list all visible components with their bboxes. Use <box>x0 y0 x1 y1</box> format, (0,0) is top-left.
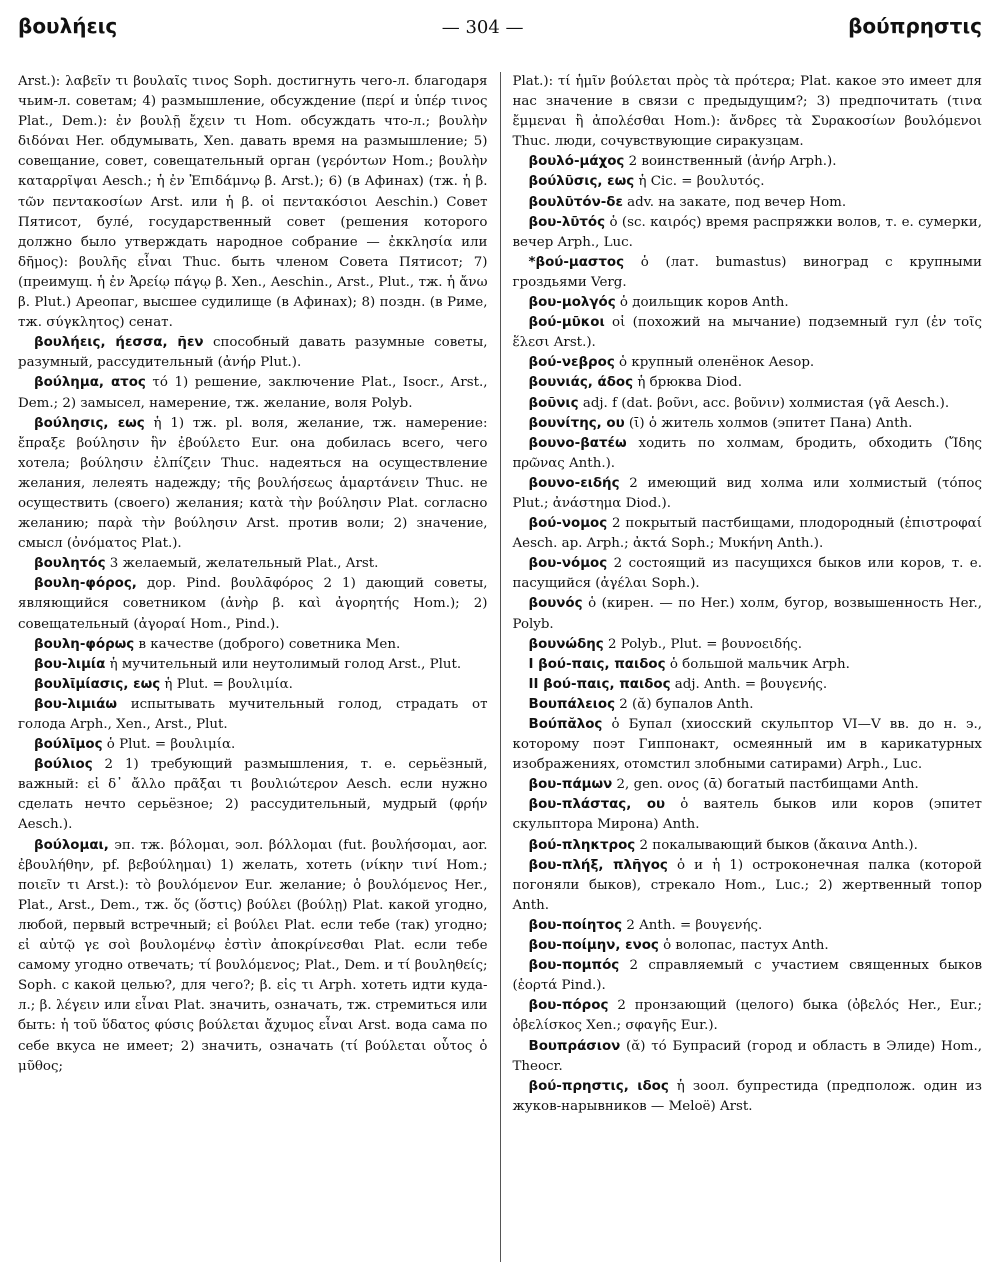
entry-definition: ἡ 1) тж. pl. воля, желание, тж. намерение: ἔπραξε βούλησιν ἣν ἐβούλετο Eur. она добилась всего, чего хотела; βούλησιν ἐλπίζειν Thuc. надеяться на осуществление желания, лелеять надежду; τῆς βουλήσεως ἁμαρτάνειν Thuc. не осуществить (своего) желания; κατὰ τὴν βούλησιν Plat. согласно желанию; παρὰ τὴν βούλησιν Arst. против воли; 2) значение, смысл (ὀνόματος Plat.). <box>18 415 488 552</box>
entry-definition: ὁ волопас, пастух Anth. <box>658 938 829 954</box>
dictionary-entry <box>512 554 982 594</box>
columns <box>18 72 982 1262</box>
entry-headword: βου-ποίητος <box>528 917 623 933</box>
entry-headword: βου-λῡτός <box>528 214 606 230</box>
dictionary-entry <box>18 836 488 1077</box>
entry-continuation: Plat.): τί ἡμῖν βούλεται πρὸς τὰ πρότερα; Plat. какое это имеет для нас значение в связи с предыдущим?; 3) предпочитать (τινα ἔμμεναι ἢ ἀπολέσθαι Hom.): ἄνδρες τὰ Συρακοσίων βουλόμενοι Thuc. люди, сочувствующие сиракузцам. <box>512 74 982 150</box>
entry-headword: βού-πρηστις, ιδος <box>528 1078 669 1094</box>
dictionary-entry <box>512 193 982 213</box>
dictionary-entry <box>18 574 488 634</box>
entry-definition: дор. Pind. βουλᾱφόρος 2 1) дающий советы, являющийся советником (ἀνὴρ β. καὶ ἀγορητής Hom.); 2) совещательный (ἀγοραί Hom., Pind.). <box>18 576 488 632</box>
dictionary-entry <box>18 735 488 755</box>
entry-definition: ὁ крупный оленёнок Aesop. <box>614 355 815 371</box>
dictionary-entry <box>18 333 488 373</box>
entry-definition: ὁ ваятель быков или коров (эпитет скульптора Мирона) Anth. <box>512 797 982 833</box>
dictionary-entry <box>18 655 488 675</box>
entry-definition: 3 желаемый, желательный Plat., Arst. <box>105 556 379 572</box>
entry-headword: βου-μολγός <box>528 295 616 311</box>
dictionary-entry <box>18 635 488 655</box>
dictionary-entry <box>512 795 982 835</box>
entry-headword: βού-πληκτρος <box>528 837 636 853</box>
dictionary-entry <box>512 434 982 474</box>
entry-headword: βουλῡτόν-δε <box>528 194 623 210</box>
entry-definition: 2 состоящий из пасущихся быков или коров, т. е. пасущийся (ἀγέλαι Soph.). <box>512 556 982 592</box>
entry-definition: 2 покрытый пастбищами, плодородный (ἐπιστροφαί Aesch. ap. Arph.; ἀκτά Soph.; Μυκήνη Anth.). <box>512 516 982 552</box>
entry-headword: βου-λιμία <box>34 656 106 672</box>
left-running-headword: βουλήεις <box>18 14 118 38</box>
entry-headword: βούλιος <box>34 757 93 773</box>
entry-headword: βούλησις, εως <box>34 415 145 431</box>
entry-headword: βουλη-φόρως <box>34 636 135 652</box>
dictionary-entry <box>512 956 982 996</box>
entry-definition: ὁ Бупал (хиосский скульптор VI—V вв. до н. э., которому поэт Гиппонакт, осмеянный им в карикатурных изображениях, отомстил злобными сатирами) Arph., Luc. <box>512 717 982 773</box>
entry-definition: ὁ (кирен. — по Her.) холм, бугор, возвышенность Her., Polyb. <box>512 596 982 632</box>
dictionary-entry <box>18 373 488 413</box>
entry-definition: испытывать мучительный голод, страдать от голода Arph., Xen., Arst., Plut. <box>18 696 488 732</box>
entry-headword: βουλη-φόρος, <box>34 576 137 592</box>
entry-definition: adv. на закате, под вечер Hom. <box>622 194 847 210</box>
dictionary-entry <box>512 514 982 554</box>
dictionary-entry <box>512 635 982 655</box>
entry-headword: βου-πλήξ, πλῆγος <box>528 857 668 873</box>
entry-headword: βουλήεις, ήεσσα, ῆεν <box>34 335 204 351</box>
entry-headword: βουλῑμίασις, εως <box>34 676 161 692</box>
entry-headword: βούλῡσις, εως <box>528 174 635 190</box>
entry-definition: ἡ мучительный или неутолимый голод Arst., Plut. <box>105 656 462 672</box>
dictionary-entry <box>512 253 982 293</box>
dictionary-entry <box>18 755 488 835</box>
dictionary-entry <box>512 715 982 775</box>
dictionary-entry <box>512 1037 982 1077</box>
entry-headword: βουνο-ειδής <box>528 475 620 491</box>
page-number: — 304 — <box>441 17 524 38</box>
entry-definition: adj. f (dat. βοῦνι, acc. βοῦνιν) холмистая (γᾶ Aesch.). <box>578 395 950 411</box>
dictionary-entry <box>512 293 982 313</box>
entry-definition: способный давать разумные советы, разумный, рассудительный (ἀνήρ Plut.). <box>18 335 488 371</box>
entry-definition: οἱ (похожий на мычание) подземный гул (ἐν τοῖς ἕλεσι Arst.). <box>512 315 982 351</box>
entry-definition: (ῑ) ὁ житель холмов (эпитет Пана) Anth. <box>624 415 913 431</box>
dictionary-entry <box>512 594 982 634</box>
left-column <box>18 72 488 1262</box>
entry-definition: 2 Anth. = βουγενής. <box>622 917 763 933</box>
entry-headword: βου-λιμιάω <box>34 696 117 712</box>
dictionary-entry <box>512 414 982 434</box>
dictionary-entry <box>512 353 982 373</box>
dictionary-entry <box>512 152 982 172</box>
entry-headword: βούλῑμος <box>34 737 103 753</box>
entry-headword: Βούπᾰλος <box>528 717 603 732</box>
entry-continuation: Arst.): λαβεῖν τι βουλαῖς τινος Soph. достигнуть чего-л. благодаря чьим-л. советам; 4) размышление, обсуждение (περί и ὑπέρ τινος Plat., Dem.): ἐν βουλῇ ἔχειν τι Hom. обсуждать что-л.; βουλὴν διδόναι Her. обдумывать, Xen. давать время на размышление; 5) совещание, совет, совещательный орган (γερόντων Hom.; βουλὴν καταρρῖψαι Aesch.; ἡ ἐν Ἐπιδάμνῳ β. Arst.); 6) (в Афинах) (тж. ἡ β. τῶν πεντακοσίων Arst. или ἡ β. οἱ πεντακόσιοι Aeschin.) Совет Пятисот, булé, государственный совет (решения которого должно было утверждать народное собрание — ἐκκλησία или δῆμος): βουλῆς εἶναι Thuc. быть членом Совета Пятисот; 7) (преимущ. ἡ ἐν Ἀρείῳ πάγῳ β. Xen., Aeschin., Arst., Plut., тж. ἡ ἄνω β. Plut.) Ареопаг, высшее судилище (в Афинах); 8) поздн. (в Риме, тж. σύγκλητος) сенат. <box>18 74 488 331</box>
dictionary-entry <box>512 1077 982 1117</box>
entry-definition: ὁ большой мальчик Arph. <box>665 656 850 672</box>
right-column <box>512 72 982 1262</box>
entry-definition: ὁ доильщик коров Anth. <box>615 295 789 311</box>
dictionary-entry <box>512 856 982 916</box>
entry-definition: ἡ Plut. = βουλιμία. <box>160 676 293 692</box>
dictionary-entry <box>512 936 982 956</box>
entry-headword: βου-πομπός <box>528 958 620 974</box>
entry-definition: (ᾰ) τό Бупрасий (город и область в Элиде) Hom., Theocr. <box>512 1038 982 1074</box>
right-running-headword: βούπρηστις <box>848 14 982 38</box>
entry-headword: II βού-παις, παιδος <box>528 676 671 692</box>
dictionary-entry <box>512 213 982 253</box>
entry-definition: 2 справляемый с участием священных быков (ἑορτά Pind.). <box>512 958 982 994</box>
entry-headword: βου-πόρος <box>528 998 609 1014</box>
entry-headword: βουλητός <box>34 556 106 572</box>
entry-headword: βουνός <box>528 596 583 612</box>
dictionary-entry <box>512 775 982 795</box>
entry-headword: βουνίτης, ου <box>528 415 625 431</box>
entry-headword: βου-νόμος <box>528 556 608 572</box>
entry-headword: βού-μῡκοι <box>528 315 605 331</box>
entry-definition: ὁ (sc. καιρός) время распряжки волов, т. е. сумерки, вечер Arph., Luc. <box>512 214 982 250</box>
entry-definition: ἡ зоол. бупрестида (предполож. один из жуков-нарывников — Meloë) Arst. <box>512 1078 982 1114</box>
entry-headword: *βού-μαστος <box>528 254 625 270</box>
entry-definition: ὁ и ἡ 1) остроконечная палка (которой погоняли быков), стрекало Hom., Luc.; 2) жертвенный топор Anth. <box>512 857 982 913</box>
entry-definition: τό 1) решение, заключение Plat., Isocr., Arst., Dem.; 2) замысел, намерение, тж. желание, воля Polyb. <box>18 375 488 411</box>
dictionary-entry <box>512 695 982 715</box>
entry-definition: 2 пронзающий (целого) быка (ὀβελός Her., Eur.; ὀβελίσκος Xen.; σφαγῆς Eur.). <box>512 998 982 1034</box>
entry-headword: βουλό-μάχος <box>528 154 625 170</box>
column-divider <box>500 72 501 1262</box>
entry-headword: βού-νεβρος <box>528 355 615 371</box>
entry-definition: 2, gen. ονος (ᾱ) богатый пастбищами Anth. <box>612 777 919 793</box>
dictionary-entry <box>512 675 982 695</box>
entry-definition: ὁ Plut. = βουλιμία. <box>102 737 236 753</box>
dictionary-entry <box>512 996 982 1036</box>
entry-headword: βου-πλάστας, ου <box>528 797 666 813</box>
dictionary-entry <box>512 836 982 856</box>
entry-headword: βούλομαι, <box>34 837 109 853</box>
entry-headword: βου-ποίμην, ενος <box>528 938 659 954</box>
entry-headword: βούλημα, ατος <box>34 375 146 391</box>
dictionary-entry <box>512 373 982 393</box>
entry-definition: в качестве (доброго) советника Men. <box>134 636 401 652</box>
entry-headword: βοῦνις <box>528 395 579 411</box>
entry-definition: ἡ Cic. = βουλυτός. <box>634 174 765 190</box>
entry-definition: 2 имеющий вид холма или холмистый (τόπος Plut.; ἀνάστημα Diod.). <box>512 475 982 511</box>
entry-definition: 2 покалывающий быков (ἄκαινα Anth.). <box>635 837 918 853</box>
dictionary-entry <box>512 916 982 936</box>
entry-definition: 2 воинственный (ἀνήρ Arph.). <box>624 154 837 170</box>
page-header <box>18 14 982 50</box>
entry-definition: 2 Polyb., Plut. = βουνοειδής. <box>603 636 802 652</box>
dictionary-entry <box>512 394 982 414</box>
entry-headword: βουνώδης <box>528 636 604 652</box>
entry-definition: adj. Anth. = βουγενής. <box>670 676 828 692</box>
entry-headword: βουνιάς, άδος <box>528 375 634 391</box>
entry-headword: Βουπράσιον <box>528 1038 621 1054</box>
dictionary-entry <box>512 172 982 192</box>
entry-definition: ἡ брюква Diod. <box>633 375 742 391</box>
entry-headword: βου-πάμων <box>528 777 613 793</box>
dictionary-entry <box>512 655 982 675</box>
entry-definition: эп. тж. βόλομαι, эол. βόλλομαι (fut. βουλήσομαι, aor. ἐβουλήθην, pf. βεβούλημαι) 1) желать, хотеть (νίκην τινί Hom.; ποιεῖν τι Arst.): τὸ βουλόμενον Eur. желание; ὁ βουλόμενος Her., Plat., Arst., Dem., тж. ὅς (ὅστις) βούλει (βούλῃ) Plat. какой угодно, любой, первый встречный; εἰ βούλει Plat. если тебе (так) угодно; εἰ αὐτῷ γε σοὶ βουλομένῳ ἐστὶν ἀποκρίνεσθαι Plat. если тебе самому угодно отвечать; τί βουλόμενος; Plat., Dem. и τί βουληθείς; Soph. с какой целью?, для чего?; β. εἰς τι Arph. хотеть идти куда-л.; β. λέγειν или εἶναι Plat. значить, означать, тж. стремиться или быть: ἡ τοῦ ὕδατος φύσις βούλεται ἄχυμος εἶναι Arst. вода сама по себе вкуса не имеет; 2) значить, означать (τί βούλεται οὗτος ὁ μῦθος; <box>18 837 488 1074</box>
entry-headword: Βουπάλειος <box>528 696 616 712</box>
dictionary-entry <box>512 313 982 353</box>
entry-definition: ὁ (лат. bumastus) виноград с крупными гроздьями Verg. <box>512 254 982 290</box>
dictionary-entry <box>18 675 488 695</box>
dictionary-entry <box>18 695 488 735</box>
dictionary-entry <box>18 414 488 555</box>
dictionary-entry <box>18 554 488 574</box>
entry-headword: βού-νομος <box>528 516 608 532</box>
entry-definition: 2 (ᾰ) бупалов Anth. <box>615 696 754 712</box>
entry-definition: ходить по холмам, бродить, обходить (Ἴδης πρῶνας Anth.). <box>512 435 982 471</box>
entry-definition: 2 1) требующий размышления, т. е. серьёзный, важный: εἰ δ᾽ ἄλλο πρᾶξαι τι βουλιώτερον Aesch. если нужно сделать нечто серьёзное; 2) рассудительный, мудрый (φρήν Aesch.). <box>18 757 488 833</box>
entry-headword: I βού-παις, παιδος <box>528 656 666 672</box>
entry-headword: βουνο-βατέω <box>528 435 627 451</box>
dictionary-entry <box>512 474 982 514</box>
